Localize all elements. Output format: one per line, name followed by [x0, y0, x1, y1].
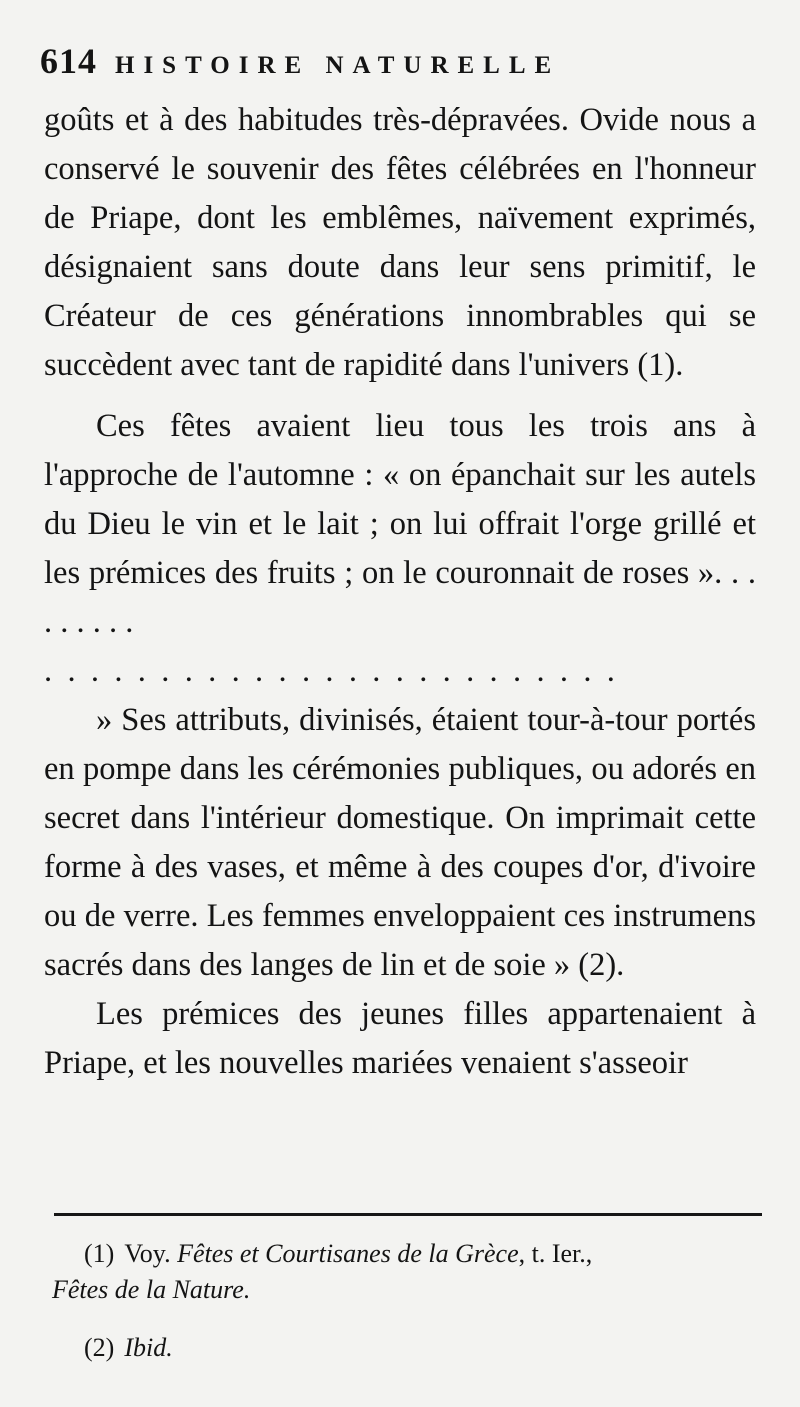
ellipsis-line: . . . . . . . . . . . . . . . . . . . . . . . . .	[44, 653, 619, 689]
footnote-title: Fêtes et Courtisanes de la Grèce	[177, 1239, 519, 1268]
paragraph-3: » Ses attributs, divinisés, étaient tour-à-tour portés en pompe dans les cérémonies publiques, ou adorés en secret dans l'intérieur domestique. On imprimait cette forme à des vases, et même à des coupes d'or, d'ivoire ou de verre. Les femmes enveloppaient ces instrumens sacrés dans des langes de lin et de soie » (2).	[44, 702, 756, 983]
main-text	[44, 96, 756, 1088]
paragraph-4: Les prémices des jeunes filles appartenaient à Priape, et les nouvelles mariées venaient s'asseoir	[44, 996, 756, 1081]
footnote-title: Ibid.	[124, 1333, 173, 1362]
footnote-mark: (2)	[84, 1333, 115, 1362]
page-header	[40, 40, 750, 90]
footnote-mark: (1)	[84, 1239, 115, 1268]
paragraph-2: Ces fêtes avaient lieu tous les trois ans à l'approche de l'automne : « on épanchait sur les autels du Dieu le vin et le lait ; on lui offrait l'orge grillé et les prémices des fruits ; on le couronnait de roses ». . . . . . . . .	[44, 408, 756, 640]
footnote-rule	[54, 1213, 762, 1216]
footnote-continuation: Fêtes de la Nature.	[52, 1275, 251, 1304]
footnote-tail: , t. Ier.,	[518, 1239, 593, 1268]
footnotes	[48, 1236, 760, 1366]
footnote-2	[48, 1330, 760, 1366]
paragraph-1: goûts et à des habitudes très-dépravées. Ovide nous a conservé le souvenir des fêtes célébrées en l'honneur de Priape, dont les emblêmes, naïvement exprimés, désignaient sans doute dans leur sens primitif, le Créateur de ces générations innombrables qui se succèdent avec tant de rapidité dans l'univers (1).	[44, 102, 756, 383]
footnote-lead: Voy.	[124, 1239, 171, 1268]
running-head: HISTOIRE NATURELLE	[115, 52, 561, 79]
footnote-1	[48, 1236, 760, 1308]
page-number: 614	[40, 41, 97, 81]
